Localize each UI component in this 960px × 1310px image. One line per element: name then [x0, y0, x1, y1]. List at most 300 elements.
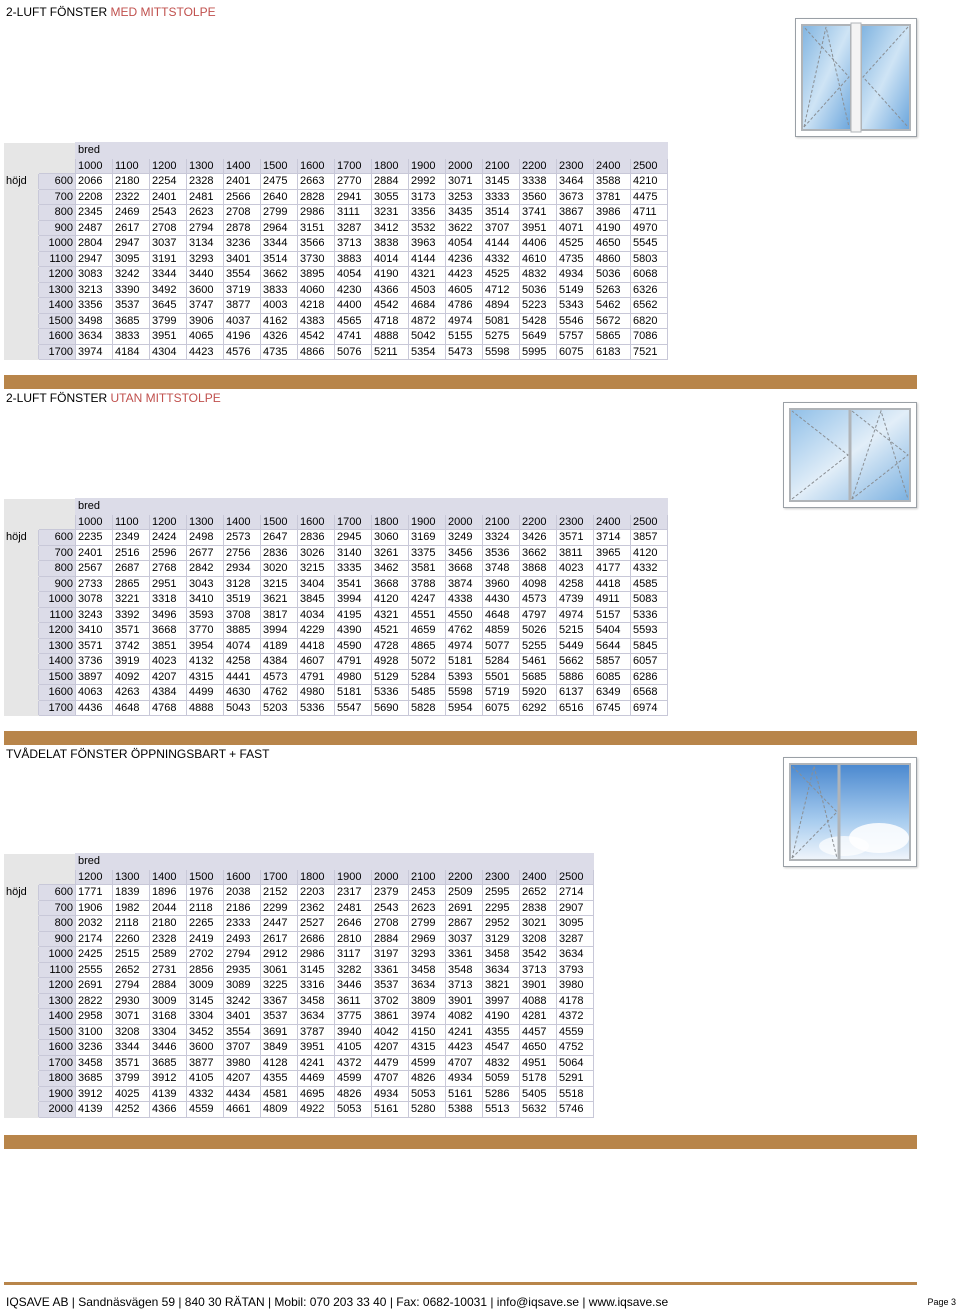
section-divider	[4, 1135, 917, 1149]
price-cell: 5223	[520, 298, 557, 314]
price-cell: 3857	[631, 530, 668, 546]
table-corner	[4, 499, 76, 515]
price-cell: 4980	[335, 669, 372, 685]
height-header: 1000	[39, 592, 76, 608]
width-header: 2400	[594, 158, 631, 174]
price-cell: 4207	[224, 1071, 261, 1087]
price-cell: 3838	[372, 236, 409, 252]
width-header: 1200	[76, 869, 113, 885]
price-cell: 6292	[520, 700, 557, 716]
price-cell: 3702	[372, 993, 409, 1009]
height-header: 900	[39, 576, 76, 592]
price-cell: 3242	[224, 993, 261, 1009]
width-header: 1700	[335, 158, 372, 174]
price-cell: 3662	[261, 267, 298, 283]
price-cell: 3713	[335, 236, 372, 252]
height-header: 700	[39, 545, 76, 561]
price-cell: 3242	[113, 267, 150, 283]
price-cell: 5513	[483, 1102, 520, 1118]
price-cell: 4332	[483, 251, 520, 267]
price-cell: 2186	[224, 900, 261, 916]
price-cell: 3089	[224, 978, 261, 994]
price-cell: 2691	[76, 978, 113, 994]
price-cell: 4974	[446, 638, 483, 654]
price-cell: 2794	[113, 978, 150, 994]
price-cell: 3849	[261, 1040, 298, 1056]
table-row	[4, 900, 594, 916]
price-cell: 4218	[298, 298, 335, 314]
hojd-label	[4, 561, 39, 577]
price-cell: 3668	[372, 576, 409, 592]
price-cell: 4207	[150, 669, 187, 685]
height-header: 600	[39, 530, 76, 546]
price-cell: 4423	[187, 344, 224, 360]
price-cell: 4003	[261, 298, 298, 314]
height-header: 1700	[39, 1055, 76, 1071]
price-cell: 2481	[335, 900, 372, 916]
price-cell: 2509	[446, 885, 483, 901]
price-cell: 4581	[261, 1086, 298, 1102]
price-cell: 2930	[113, 993, 150, 1009]
price-cell: 2652	[113, 962, 150, 978]
price-cell: 3324	[483, 530, 520, 546]
hojd-label	[4, 1086, 39, 1102]
table-corner	[4, 514, 76, 530]
price-cell: 4934	[372, 1086, 409, 1102]
price-cell: 5275	[483, 329, 520, 345]
price-cell: 4648	[483, 607, 520, 623]
price-cell: 2379	[372, 885, 409, 901]
height-header: 1600	[39, 685, 76, 701]
section-title-1	[6, 5, 216, 19]
width-header: 2200	[446, 869, 483, 885]
price-cell: 5632	[520, 1102, 557, 1118]
price-cell: 5388	[446, 1102, 483, 1118]
price-cell: 3145	[187, 993, 224, 1009]
hojd-label	[4, 1040, 39, 1056]
price-cell: 5886	[557, 669, 594, 685]
width-header: 1300	[187, 514, 224, 530]
height-header: 1500	[39, 313, 76, 329]
price-cell: 3895	[298, 267, 335, 283]
price-cell: 3335	[335, 561, 372, 577]
price-cell: 3707	[224, 1040, 261, 1056]
price-cell: 3043	[187, 576, 224, 592]
table-row	[4, 931, 594, 947]
table-row	[4, 282, 668, 298]
table-row	[4, 654, 668, 670]
price-cell: 4434	[224, 1086, 261, 1102]
price-cell: 3061	[261, 962, 298, 978]
price-cell: 3714	[594, 530, 631, 546]
price-cell: 3668	[150, 623, 187, 639]
price-cell: 4315	[187, 669, 224, 685]
price-cell: 3367	[261, 993, 298, 1009]
price-cell: 4177	[594, 561, 631, 577]
table-row	[4, 189, 668, 205]
height-header: 1800	[39, 1071, 76, 1087]
price-cell: 3963	[409, 236, 446, 252]
price-cell: 3885	[224, 623, 261, 639]
price-cell: 5042	[409, 329, 446, 345]
price-cell: 4826	[409, 1071, 446, 1087]
width-header: 2500	[631, 158, 668, 174]
price-cell: 3078	[76, 592, 113, 608]
price-cell: 2419	[187, 931, 224, 947]
price-cell: 2836	[298, 530, 335, 546]
section-title-2	[6, 391, 221, 405]
price-cell: 3645	[150, 298, 187, 314]
table-row	[4, 947, 594, 963]
price-cell: 5845	[631, 638, 668, 654]
price-cell: 3809	[409, 993, 446, 1009]
price-cell: 2646	[335, 916, 372, 932]
width-header: 1700	[261, 869, 298, 885]
price-cell: 3742	[113, 638, 150, 654]
price-cell: 2260	[113, 931, 150, 947]
price-cell: 2515	[113, 947, 150, 963]
price-cell: 4739	[557, 592, 594, 608]
price-cell: 4712	[483, 282, 520, 298]
hojd-label: höjd	[4, 530, 39, 546]
price-cell: 3464	[557, 174, 594, 190]
width-header: 2000	[372, 869, 409, 885]
price-cell: 3261	[372, 545, 409, 561]
price-cell: 2865	[113, 576, 150, 592]
price-cell: 3208	[520, 931, 557, 947]
price-cell: 2822	[76, 993, 113, 1009]
width-header: 1400	[150, 869, 187, 885]
price-cell: 4120	[631, 545, 668, 561]
price-cell: 5059	[483, 1071, 520, 1087]
price-cell: 3344	[261, 236, 298, 252]
price-cell: 3009	[187, 978, 224, 994]
price-cell: 2595	[483, 885, 520, 901]
price-cell: 2543	[150, 205, 187, 221]
price-cell: 4074	[224, 638, 261, 654]
price-cell: 3026	[298, 545, 335, 561]
price-cell: 3458	[76, 1055, 113, 1071]
price-cell: 3748	[483, 561, 520, 577]
hojd-label	[4, 313, 39, 329]
width-header: 1900	[409, 514, 446, 530]
price-cell: 3071	[113, 1009, 150, 1025]
price-cell: 4406	[520, 236, 557, 252]
price-cell: 4423	[446, 1040, 483, 1056]
price-cell: 6137	[557, 685, 594, 701]
price-cell: 2708	[150, 220, 187, 236]
width-header: 1700	[335, 514, 372, 530]
price-cell: 4321	[409, 267, 446, 283]
price-cell: 4630	[224, 685, 261, 701]
price-cell: 3713	[520, 962, 557, 978]
price-cell: 3009	[150, 993, 187, 1009]
height-header: 800	[39, 916, 76, 932]
section-divider	[4, 731, 917, 745]
price-cell: 3249	[446, 530, 483, 546]
width-header: 1100	[113, 158, 150, 174]
price-cell: 4332	[187, 1086, 224, 1102]
price-cell: 5518	[557, 1086, 594, 1102]
price-cell: 3571	[76, 638, 113, 654]
footer-divider	[4, 1282, 917, 1285]
hojd-label	[4, 251, 39, 267]
price-cell: 5746	[557, 1102, 594, 1118]
price-cell: 2733	[76, 576, 113, 592]
price-cell: 4859	[483, 623, 520, 639]
price-cell: 2640	[261, 189, 298, 205]
price-cell: 3940	[335, 1024, 372, 1040]
price-cell: 3787	[298, 1024, 335, 1040]
width-header: 2100	[409, 869, 446, 885]
price-cell: 3833	[261, 282, 298, 298]
price-cell: 3781	[594, 189, 631, 205]
width-header: 1800	[372, 514, 409, 530]
price-cell: 3095	[557, 916, 594, 932]
price-cell: 3514	[261, 251, 298, 267]
price-cell: 3117	[335, 947, 372, 963]
price-cell: 5161	[446, 1086, 483, 1102]
price-cell: 5757	[557, 329, 594, 345]
width-header: 2400	[520, 869, 557, 885]
price-cell: 2469	[113, 205, 150, 221]
price-cell: 2935	[224, 962, 261, 978]
price-cell: 3713	[446, 978, 483, 994]
price-cell: 4457	[520, 1024, 557, 1040]
price-cell: 3446	[335, 978, 372, 994]
price-cell: 4184	[113, 344, 150, 360]
window-image-oppningsbart-fast	[783, 757, 917, 867]
price-cell: 4196	[224, 329, 261, 345]
price-cell: 4707	[446, 1055, 483, 1071]
price-cell: 3462	[372, 561, 409, 577]
price-cell: 4384	[261, 654, 298, 670]
price-cell: 5405	[520, 1086, 557, 1102]
price-cell: 3071	[446, 174, 483, 190]
price-cell: 3788	[409, 576, 446, 592]
price-cell: 3581	[409, 561, 446, 577]
price-cell: 1982	[113, 900, 150, 916]
price-cell: 3685	[150, 1055, 187, 1071]
price-cell: 3401	[224, 1009, 261, 1025]
price-cell: 5354	[409, 344, 446, 360]
hojd-label	[4, 947, 39, 963]
price-cell: 2498	[187, 530, 224, 546]
price-cell: 4650	[594, 236, 631, 252]
height-header: 1200	[39, 623, 76, 639]
price-cell: 2566	[224, 189, 261, 205]
price-cell: 2770	[335, 174, 372, 190]
price-cell: 6057	[631, 654, 668, 670]
price-cell: 4832	[520, 267, 557, 283]
price-cell: 2912	[261, 947, 298, 963]
price-cell: 5644	[594, 638, 631, 654]
price-cell: 3021	[520, 916, 557, 932]
price-cell: 2555	[76, 962, 113, 978]
price-cell: 6286	[631, 669, 668, 685]
price-cell: 3793	[557, 962, 594, 978]
price-cell: 4034	[298, 607, 335, 623]
height-header: 1700	[39, 700, 76, 716]
height-header: 1100	[39, 607, 76, 623]
price-cell: 3361	[372, 962, 409, 978]
price-cell: 3980	[557, 978, 594, 994]
price-cell: 4974	[557, 607, 594, 623]
price-cell: 4098	[520, 576, 557, 592]
price-cell: 3458	[298, 993, 335, 1009]
price-cell: 4809	[261, 1102, 298, 1118]
width-header: 1500	[261, 514, 298, 530]
hojd-label: höjd	[4, 885, 39, 901]
price-cell: 3060	[372, 530, 409, 546]
section-title-prefix: TVÅDELAT FÖNSTER ÖPPNINGSBART + FAST	[6, 747, 270, 761]
width-header: 2100	[483, 514, 520, 530]
price-cell: 2481	[187, 189, 224, 205]
table-row	[4, 669, 668, 685]
price-cell: 2589	[150, 947, 187, 963]
price-cell: 3571	[113, 623, 150, 639]
bred-label: bred	[76, 854, 594, 870]
price-cell: 1976	[187, 885, 224, 901]
price-cell: 2810	[335, 931, 372, 947]
price-cell: 3542	[520, 947, 557, 963]
price-cell: 4576	[224, 344, 261, 360]
hojd-label	[4, 900, 39, 916]
price-cell: 1896	[150, 885, 187, 901]
price-cell: 5920	[520, 685, 557, 701]
price-cell: 4542	[372, 298, 409, 314]
price-cell: 2362	[298, 900, 335, 916]
price-cell: 3140	[335, 545, 372, 561]
price-cell: 4054	[335, 267, 372, 283]
height-header: 1600	[39, 1040, 76, 1056]
table-row	[4, 978, 594, 994]
price-cell: 4338	[446, 592, 483, 608]
price-cell: 4372	[557, 1009, 594, 1025]
table-row	[4, 1024, 594, 1040]
price-cell: 3151	[298, 220, 335, 236]
price-cell: 4025	[113, 1086, 150, 1102]
price-cell: 4684	[409, 298, 446, 314]
price-cell: 5593	[631, 623, 668, 639]
price-cell: 3361	[446, 947, 483, 963]
price-cell: 3404	[298, 576, 335, 592]
price-cell: 5157	[594, 607, 631, 623]
price-cell: 4605	[446, 282, 483, 298]
width-header: 2200	[520, 158, 557, 174]
price-cell: 2235	[76, 530, 113, 546]
hojd-label	[4, 931, 39, 947]
price-cell: 3498	[76, 313, 113, 329]
price-cell: 2516	[113, 545, 150, 561]
table-row	[4, 1040, 594, 1056]
price-cell: 4065	[187, 329, 224, 345]
price-cell: 3770	[187, 623, 224, 639]
price-cell: 4210	[631, 174, 668, 190]
price-cell: 4559	[557, 1024, 594, 1040]
price-cell: 5343	[557, 298, 594, 314]
price-cell: 2424	[150, 530, 187, 546]
table-row	[4, 298, 668, 314]
price-cell: 2708	[224, 205, 261, 221]
hojd-label	[4, 1009, 39, 1025]
price-cell: 2958	[76, 1009, 113, 1025]
price-cell: 3817	[261, 607, 298, 623]
price-cell: 4503	[409, 282, 446, 298]
price-cell: 3537	[261, 1009, 298, 1025]
price-cell: 2623	[409, 900, 446, 916]
price-cell: 4355	[483, 1024, 520, 1040]
price-cell: 4023	[557, 561, 594, 577]
price-cell: 5598	[446, 685, 483, 701]
hojd-label	[4, 329, 39, 345]
price-cell: 2203	[298, 885, 335, 901]
price-cell: 4752	[557, 1040, 594, 1056]
price-cell: 4521	[372, 623, 409, 639]
price-cell: 5181	[446, 654, 483, 670]
price-cell: 3213	[76, 282, 113, 298]
price-cell: 4951	[520, 1055, 557, 1071]
price-cell: 4189	[261, 638, 298, 654]
price-cell: 2992	[409, 174, 446, 190]
price-cell: 2691	[446, 900, 483, 916]
price-cell: 2567	[76, 561, 113, 577]
price-cell: 4304	[150, 344, 187, 360]
price-cell: 3243	[76, 607, 113, 623]
price-cell: 2856	[187, 962, 224, 978]
price-cell: 3287	[557, 931, 594, 947]
table-row	[4, 685, 668, 701]
price-cell: 4037	[224, 313, 261, 329]
hojd-label	[4, 545, 39, 561]
hojd-label	[4, 267, 39, 283]
price-cell: 5857	[594, 654, 631, 670]
price-cell: 2714	[557, 885, 594, 901]
price-cell: 3736	[76, 654, 113, 670]
price-cell: 3877	[224, 298, 261, 314]
table-row	[4, 530, 668, 546]
price-cell: 2686	[298, 931, 335, 947]
price-cell: 2867	[446, 916, 483, 932]
width-header: 1400	[224, 158, 261, 174]
price-cell: 2969	[409, 931, 446, 947]
price-cell: 4659	[409, 623, 446, 639]
table-row	[4, 638, 668, 654]
price-cell: 2401	[150, 189, 187, 205]
price-cell: 5649	[520, 329, 557, 345]
price-cell: 5598	[483, 344, 520, 360]
width-header: 2300	[483, 869, 520, 885]
price-cell: 3236	[224, 236, 261, 252]
price-cell: 4230	[335, 282, 372, 298]
hojd-label	[4, 1071, 39, 1087]
hojd-label	[4, 576, 39, 592]
price-cell: 3514	[483, 205, 520, 221]
price-cell: 4762	[446, 623, 483, 639]
price-cell: 5211	[372, 344, 409, 360]
price-cell: 3020	[261, 561, 298, 577]
price-cell: 4195	[335, 607, 372, 623]
width-header: 1600	[224, 869, 261, 885]
height-header: 1400	[39, 298, 76, 314]
price-cell: 3974	[76, 344, 113, 360]
price-table-1	[4, 142, 668, 360]
price-cell: 7086	[631, 329, 668, 345]
hojd-label	[4, 607, 39, 623]
price-cell: 4281	[520, 1009, 557, 1025]
price-cell: 4366	[150, 1102, 187, 1118]
price-cell: 5719	[483, 685, 520, 701]
